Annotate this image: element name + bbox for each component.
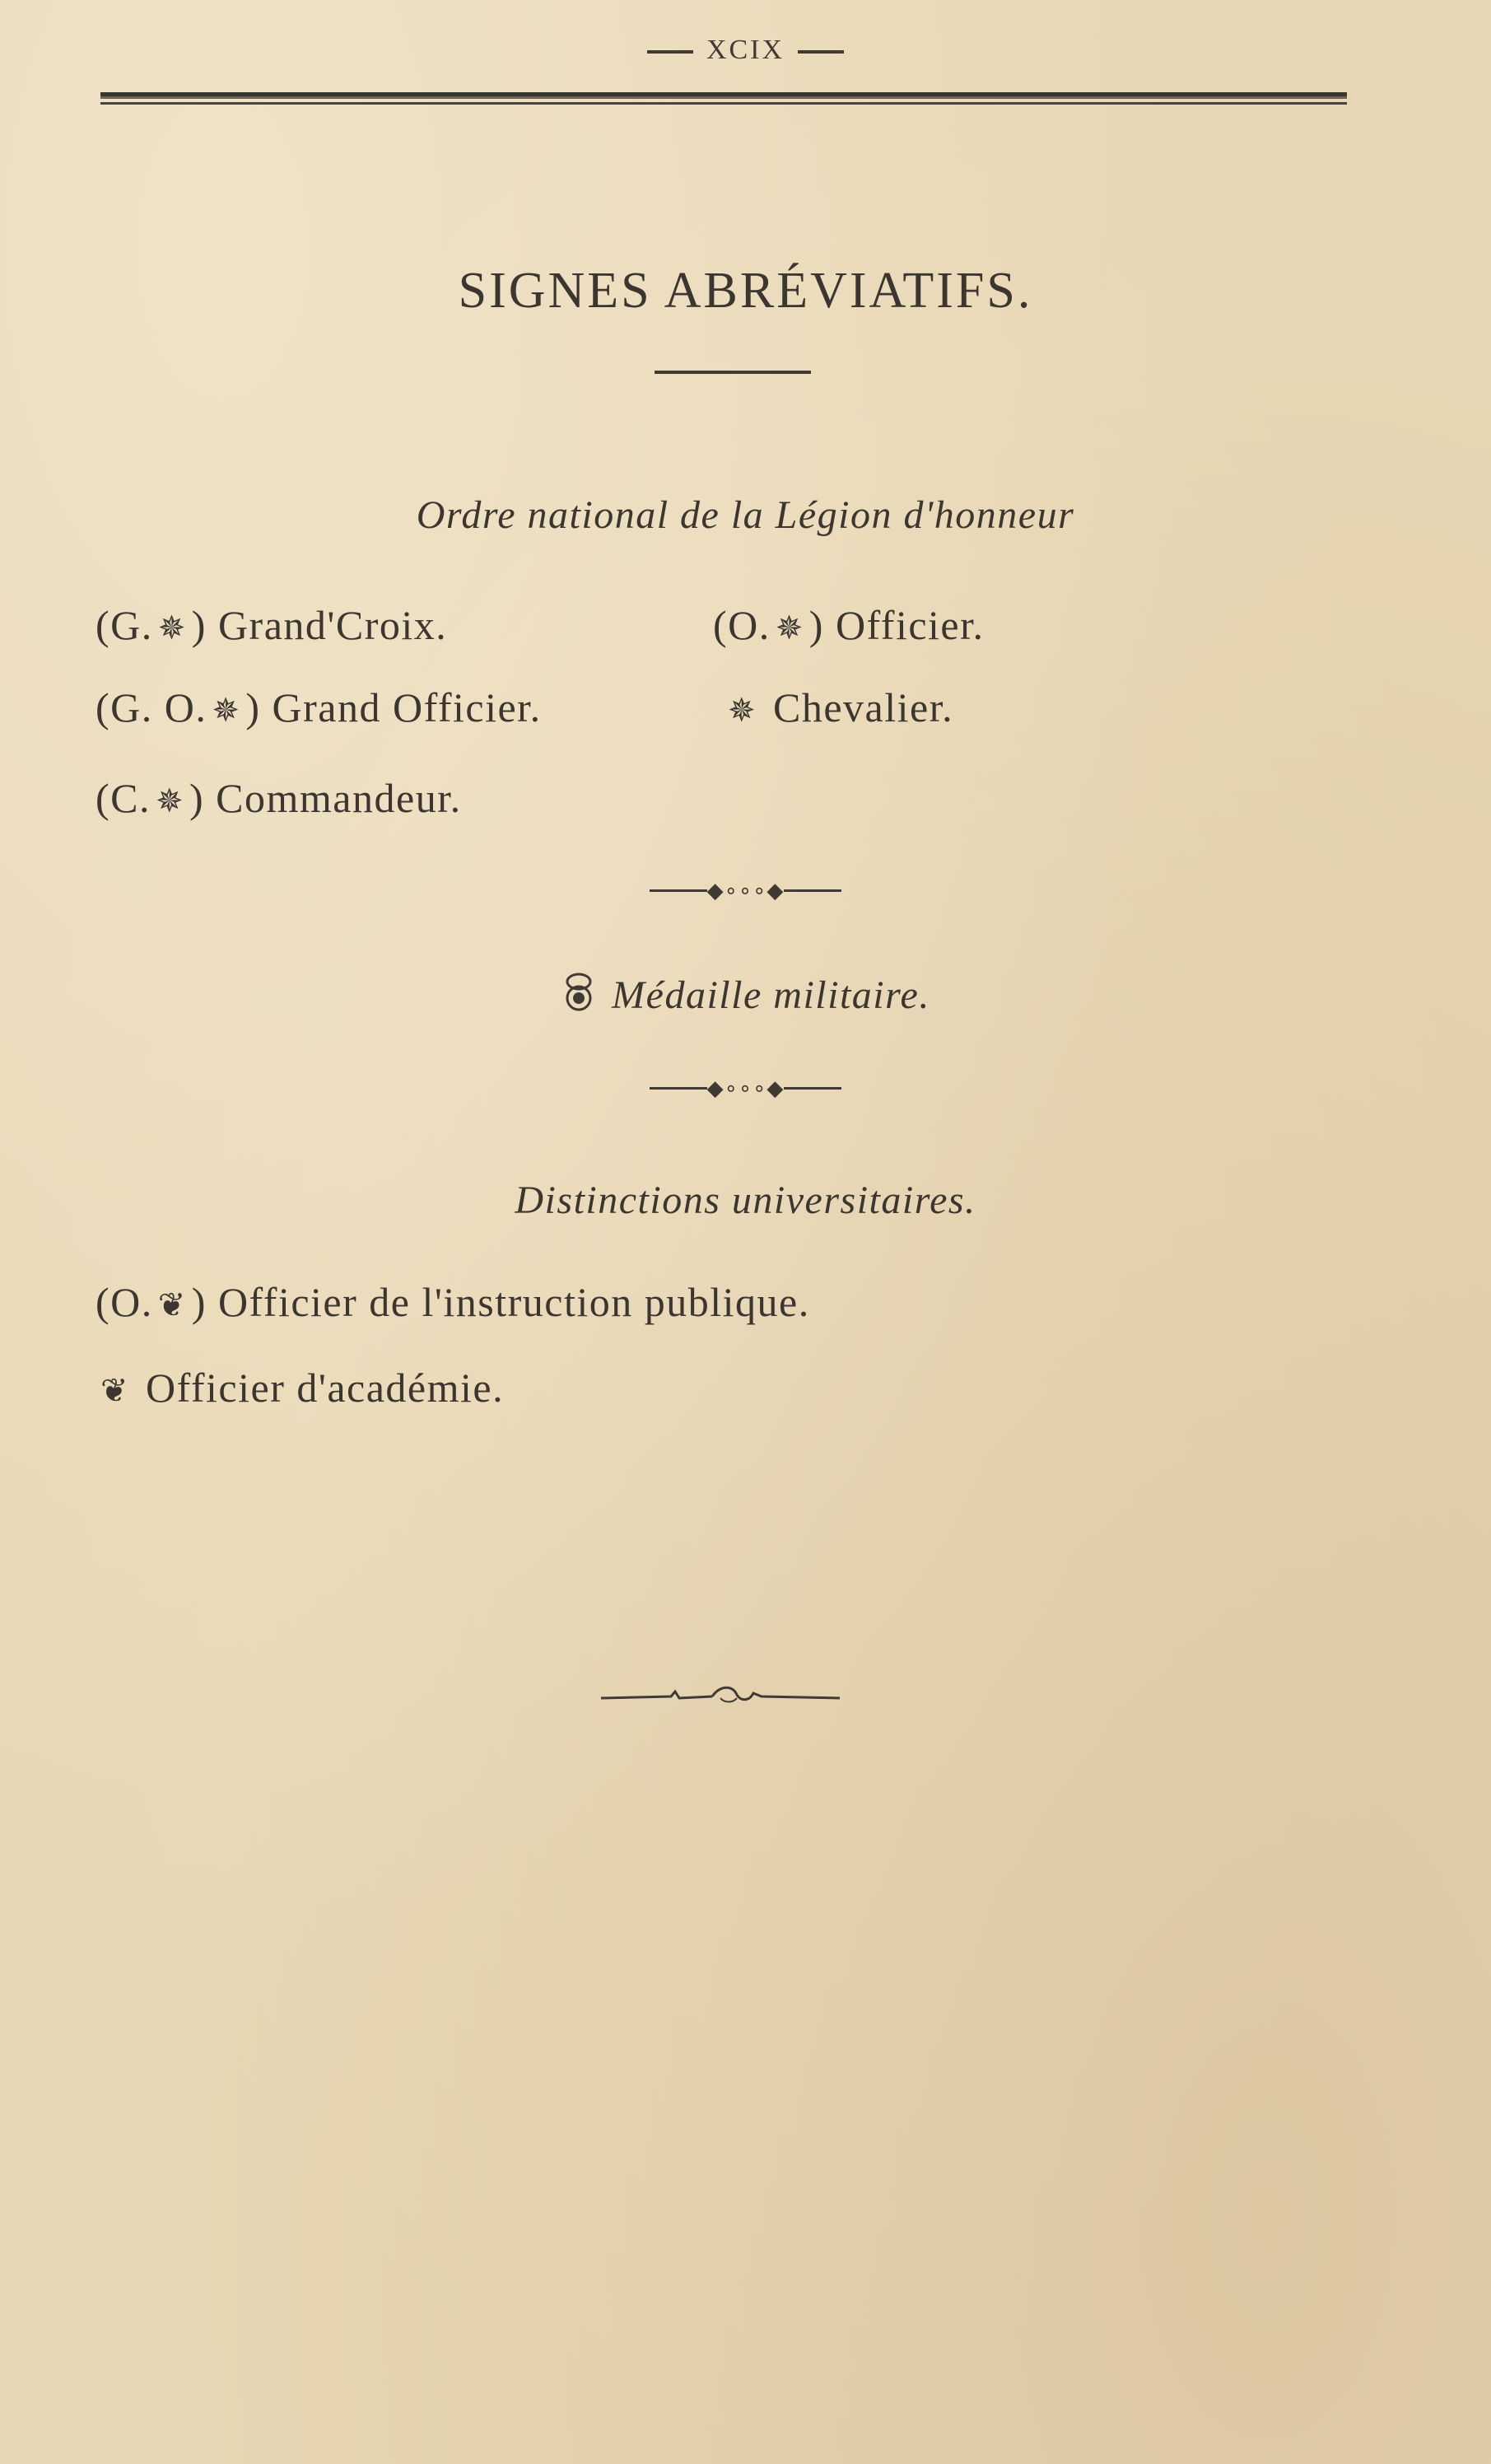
- legion-entry-grand-officier: (G. O. ✵ ) Grand Officier.: [96, 684, 542, 730]
- star-cross-icon: ✵: [157, 609, 187, 646]
- medal-line: Médaille militaire.: [0, 972, 1491, 1023]
- ornament-divider: [0, 878, 1491, 903]
- legion-entry-chevalier: ✵ Chevalier.: [728, 684, 954, 730]
- palms-icon: ❦: [157, 1286, 187, 1323]
- star-cross-icon: ✵: [212, 692, 241, 729]
- header-dash-left: [647, 50, 693, 54]
- title-rule: [655, 371, 811, 374]
- header-dash-right: [798, 50, 844, 54]
- legion-heading: Ordre national de la Légion d'honneur: [416, 493, 1075, 537]
- ornament-icon: ◆∘∘∘◆: [706, 1076, 785, 1101]
- legion-entry-officier: (O. ✵ ) Officier.: [713, 602, 985, 648]
- header-rule: [100, 92, 1347, 99]
- page-number-text: XCIX: [706, 35, 785, 65]
- university-entry-officier-academie: ❦ Officier d'académie.: [100, 1365, 505, 1411]
- legion-entry-grand-croix: (G. ✵ ) Grand'Croix.: [96, 602, 448, 648]
- ornament-icon: ◆∘∘∘◆: [706, 878, 785, 903]
- ornament-divider: [0, 1076, 1491, 1101]
- page-number: [0, 35, 1491, 66]
- header-rule-thin: [100, 102, 1347, 105]
- university-heading: Distinctions universitaires.: [515, 1178, 976, 1222]
- military-medal-icon: [561, 972, 597, 1023]
- legion-entry-commandeur: (C. ✵ ) Commandeur.: [96, 775, 462, 821]
- star-cross-icon: ✵: [775, 609, 804, 646]
- star-cross-icon: ✵: [728, 692, 757, 729]
- palms-icon: ❦: [100, 1372, 130, 1409]
- closing-ornament: [597, 1680, 844, 1716]
- page-title: SIGNES ABRÉVIATIFS.: [458, 263, 1033, 319]
- university-entry-officier-instruction: (O. ❦ ) Officier de l'instruction publique.: [96, 1279, 810, 1325]
- star-cross-icon: ✵: [156, 782, 185, 819]
